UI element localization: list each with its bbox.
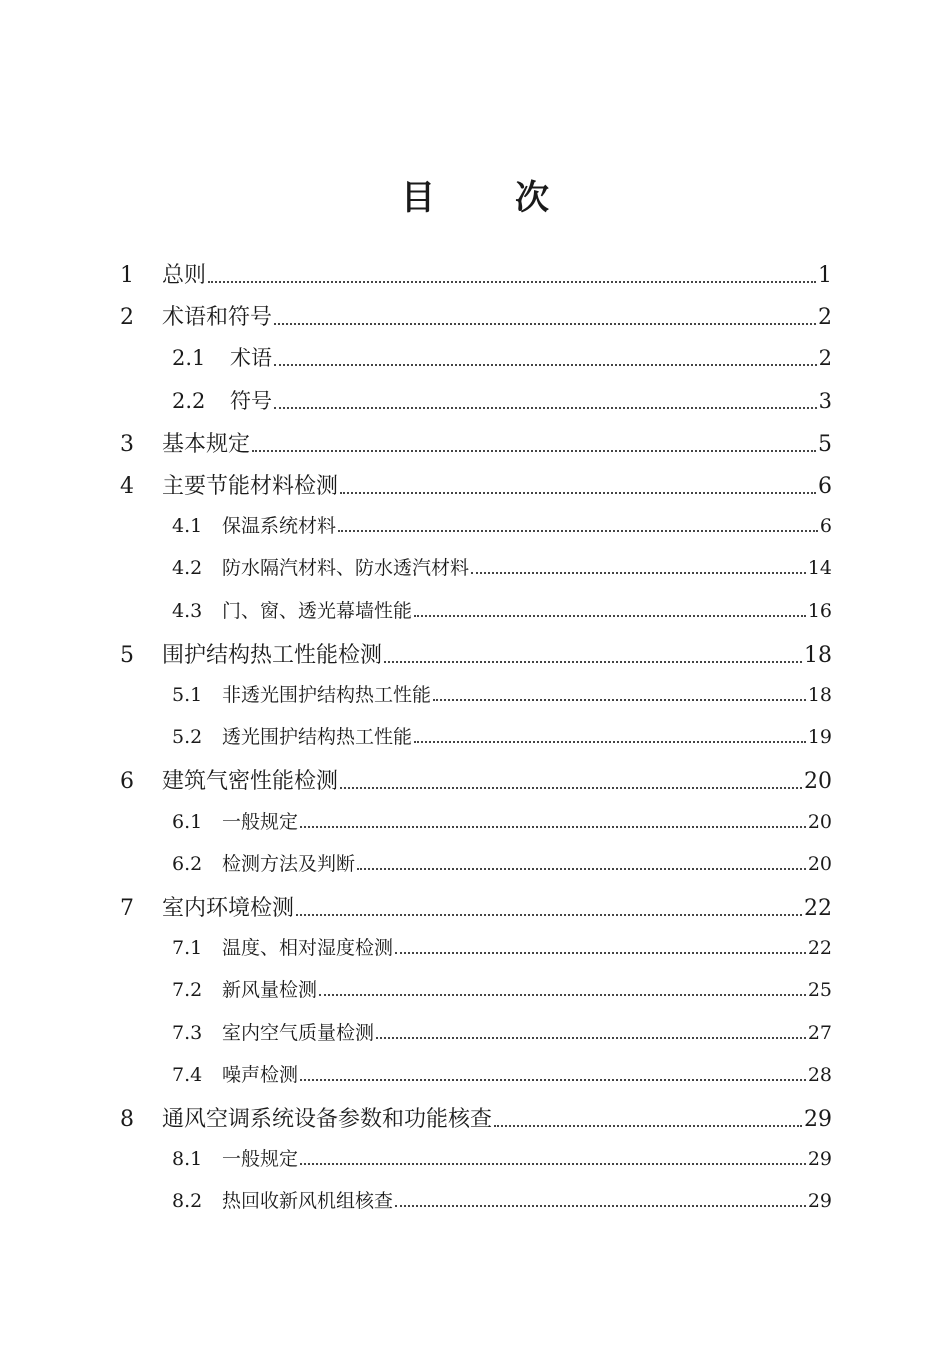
toc-entry-number: 3 <box>120 431 134 457</box>
toc-entry-number: 8.1 <box>172 1148 203 1171</box>
toc-chapter-entry[interactable] <box>120 891 832 922</box>
toc-entry-page-number: 6 <box>818 474 832 499</box>
toc-entry-number: 2 <box>120 305 134 331</box>
toc-entry-page-number: 20 <box>804 769 832 795</box>
toc-entry-page-number: 2 <box>818 346 832 371</box>
toc-chapter-entry[interactable] <box>120 764 832 795</box>
toc-dot-leader <box>300 1078 806 1081</box>
toc-entry-number: 2.1 <box>172 346 206 371</box>
toc-entry-label: 围护结构热工性能检测 <box>162 642 383 668</box>
toc-entry-number: 5 <box>120 642 134 668</box>
toc-dot-leader <box>494 1124 802 1127</box>
toc-section-entry[interactable] <box>172 596 832 623</box>
toc-dot-leader <box>252 449 816 452</box>
toc-entry-number: 5.2 <box>172 726 203 749</box>
toc-dot-leader <box>274 406 817 409</box>
toc-entry-label: 新风量检测 <box>222 979 318 1002</box>
toc-dot-leader <box>384 660 802 663</box>
toc-entry-label: 术语和符号 <box>162 305 273 331</box>
toc-entry-number: 8 <box>120 1107 134 1132</box>
toc-entry-page-number: 28 <box>807 1063 832 1086</box>
toc-dot-leader <box>395 1204 806 1207</box>
toc-dot-leader <box>357 867 806 870</box>
toc-dot-leader <box>208 280 816 283</box>
toc-entry-number: 2.2 <box>172 388 206 413</box>
toc-entry-number: 7 <box>120 896 134 921</box>
toc-entry-page-number: 25 <box>807 979 832 1002</box>
toc-entry-page-number: 22 <box>807 937 832 960</box>
toc-entry-page-number: 19 <box>807 726 832 749</box>
toc-entry-label: 总则 <box>162 263 207 288</box>
toc-dot-leader <box>274 363 817 366</box>
toc-dot-leader <box>471 571 806 574</box>
title-char-1: 目 <box>401 178 435 218</box>
toc-entry-label: 一般规定 <box>222 1148 299 1171</box>
toc-entry-number: 7.3 <box>172 1021 203 1044</box>
toc-entry-label: 检测方法及判断 <box>222 852 356 875</box>
toc-entry-page-number: 3 <box>818 388 832 413</box>
toc-chapter-entry[interactable] <box>120 427 832 458</box>
page-title <box>0 170 950 219</box>
toc-section-entry[interactable] <box>172 849 832 876</box>
toc-entry-label: 基本规定 <box>162 431 251 457</box>
toc-dot-leader <box>338 529 818 532</box>
toc-entry-page-number: 20 <box>807 852 832 875</box>
toc-entry-label: 防水隔汽材料、防水透汽材料 <box>222 557 470 580</box>
toc-entry-label: 保温系统材料 <box>222 515 337 538</box>
toc-entry-label: 门、窗、透光幕墙性能 <box>222 599 413 622</box>
toc-entry-page-number: 27 <box>807 1021 832 1044</box>
toc-section-entry[interactable] <box>172 722 832 749</box>
toc-entry-number: 7.1 <box>172 937 203 960</box>
toc-section-entry[interactable] <box>172 342 832 372</box>
toc-entry-page-number: 2 <box>818 305 832 331</box>
toc-chapter-entry[interactable] <box>120 1102 832 1133</box>
toc-dot-leader <box>319 993 806 996</box>
toc-section-entry[interactable] <box>172 680 832 707</box>
toc-dot-leader <box>300 1162 806 1165</box>
toc-entry-label: 温度、相对湿度检测 <box>222 937 394 960</box>
toc-entry-page-number: 14 <box>807 557 832 580</box>
toc-section-entry[interactable] <box>172 975 832 1002</box>
toc-entry-number: 4.3 <box>172 599 203 622</box>
toc-entry-page-number: 29 <box>804 1107 832 1132</box>
toc-entry-number: 5.1 <box>172 684 203 706</box>
toc-entry-number: 6.1 <box>172 810 203 833</box>
toc-entry-label: 符号 <box>230 388 272 413</box>
toc-entry-page-number: 1 <box>818 263 832 288</box>
toc-chapter-entry[interactable] <box>120 638 832 669</box>
toc-dot-leader <box>433 698 806 701</box>
toc-entry-number: 7.2 <box>172 979 203 1002</box>
toc-entry-label: 热回收新风机组核查 <box>222 1190 394 1213</box>
toc-dot-leader <box>395 951 806 954</box>
toc-entry-label: 噪声检测 <box>222 1063 299 1086</box>
toc-entry-page-number: 18 <box>804 642 832 668</box>
toc-entry-page-number: 29 <box>807 1190 832 1213</box>
toc-dot-leader <box>376 1036 806 1039</box>
toc-section-entry[interactable] <box>172 553 832 580</box>
toc-entry-page-number: 6 <box>819 515 832 538</box>
toc-section-entry[interactable] <box>172 1186 832 1213</box>
toc-section-entry[interactable] <box>172 807 832 834</box>
toc-section-entry[interactable] <box>172 1144 832 1171</box>
toc-entry-label: 非透光围护结构热工性能 <box>222 684 432 706</box>
toc-dot-leader <box>296 913 802 916</box>
toc-entry-label: 室内空气质量检测 <box>222 1021 375 1044</box>
toc-chapter-entry[interactable] <box>120 469 832 500</box>
toc-entry-page-number: 22 <box>804 896 832 921</box>
toc-entry-label: 室内环境检测 <box>162 896 295 921</box>
toc-entry-number: 4.1 <box>172 515 203 538</box>
toc-entry-label: 术语 <box>230 346 272 371</box>
toc-chapter-entry[interactable] <box>120 258 832 289</box>
toc-section-entry[interactable] <box>172 1060 832 1087</box>
toc-chapter-entry[interactable] <box>120 300 832 331</box>
toc-section-entry[interactable] <box>172 511 832 538</box>
toc-entry-number: 7.4 <box>172 1063 203 1086</box>
toc-dot-leader <box>414 740 806 743</box>
toc-entry-label: 主要节能材料检测 <box>162 474 339 499</box>
toc-dot-leader <box>340 786 802 789</box>
toc-entry-number: 6 <box>120 769 134 795</box>
toc-section-entry[interactable] <box>172 385 832 415</box>
toc-dot-leader <box>274 322 816 325</box>
title-char-2: 次 <box>515 178 549 218</box>
toc-entry-page-number: 5 <box>818 431 832 457</box>
toc-entry-page-number: 16 <box>807 599 832 622</box>
toc-entry-page-number: 29 <box>807 1148 832 1171</box>
toc-entry-page-number: 18 <box>807 684 832 706</box>
toc-entry-label: 透光围护结构热工性能 <box>222 726 413 749</box>
toc-dot-leader <box>414 614 806 617</box>
toc-entry-label: 一般规定 <box>222 810 299 833</box>
toc-entry-number: 4.2 <box>172 557 203 580</box>
toc-entry-number: 6.2 <box>172 852 203 875</box>
toc-entry-number: 8.2 <box>172 1190 203 1213</box>
toc-entry-number: 1 <box>120 263 134 288</box>
toc-entry-label: 建筑气密性能检测 <box>162 769 339 795</box>
toc-dot-leader <box>300 825 806 828</box>
toc-section-entry[interactable] <box>172 933 832 960</box>
toc-entry-label: 通风空调系统设备参数和功能核查 <box>162 1107 493 1132</box>
toc-section-entry[interactable] <box>172 1018 832 1045</box>
toc-entry-page-number: 20 <box>807 810 832 833</box>
toc-dot-leader <box>340 491 816 494</box>
toc-entry-number: 4 <box>120 474 134 499</box>
